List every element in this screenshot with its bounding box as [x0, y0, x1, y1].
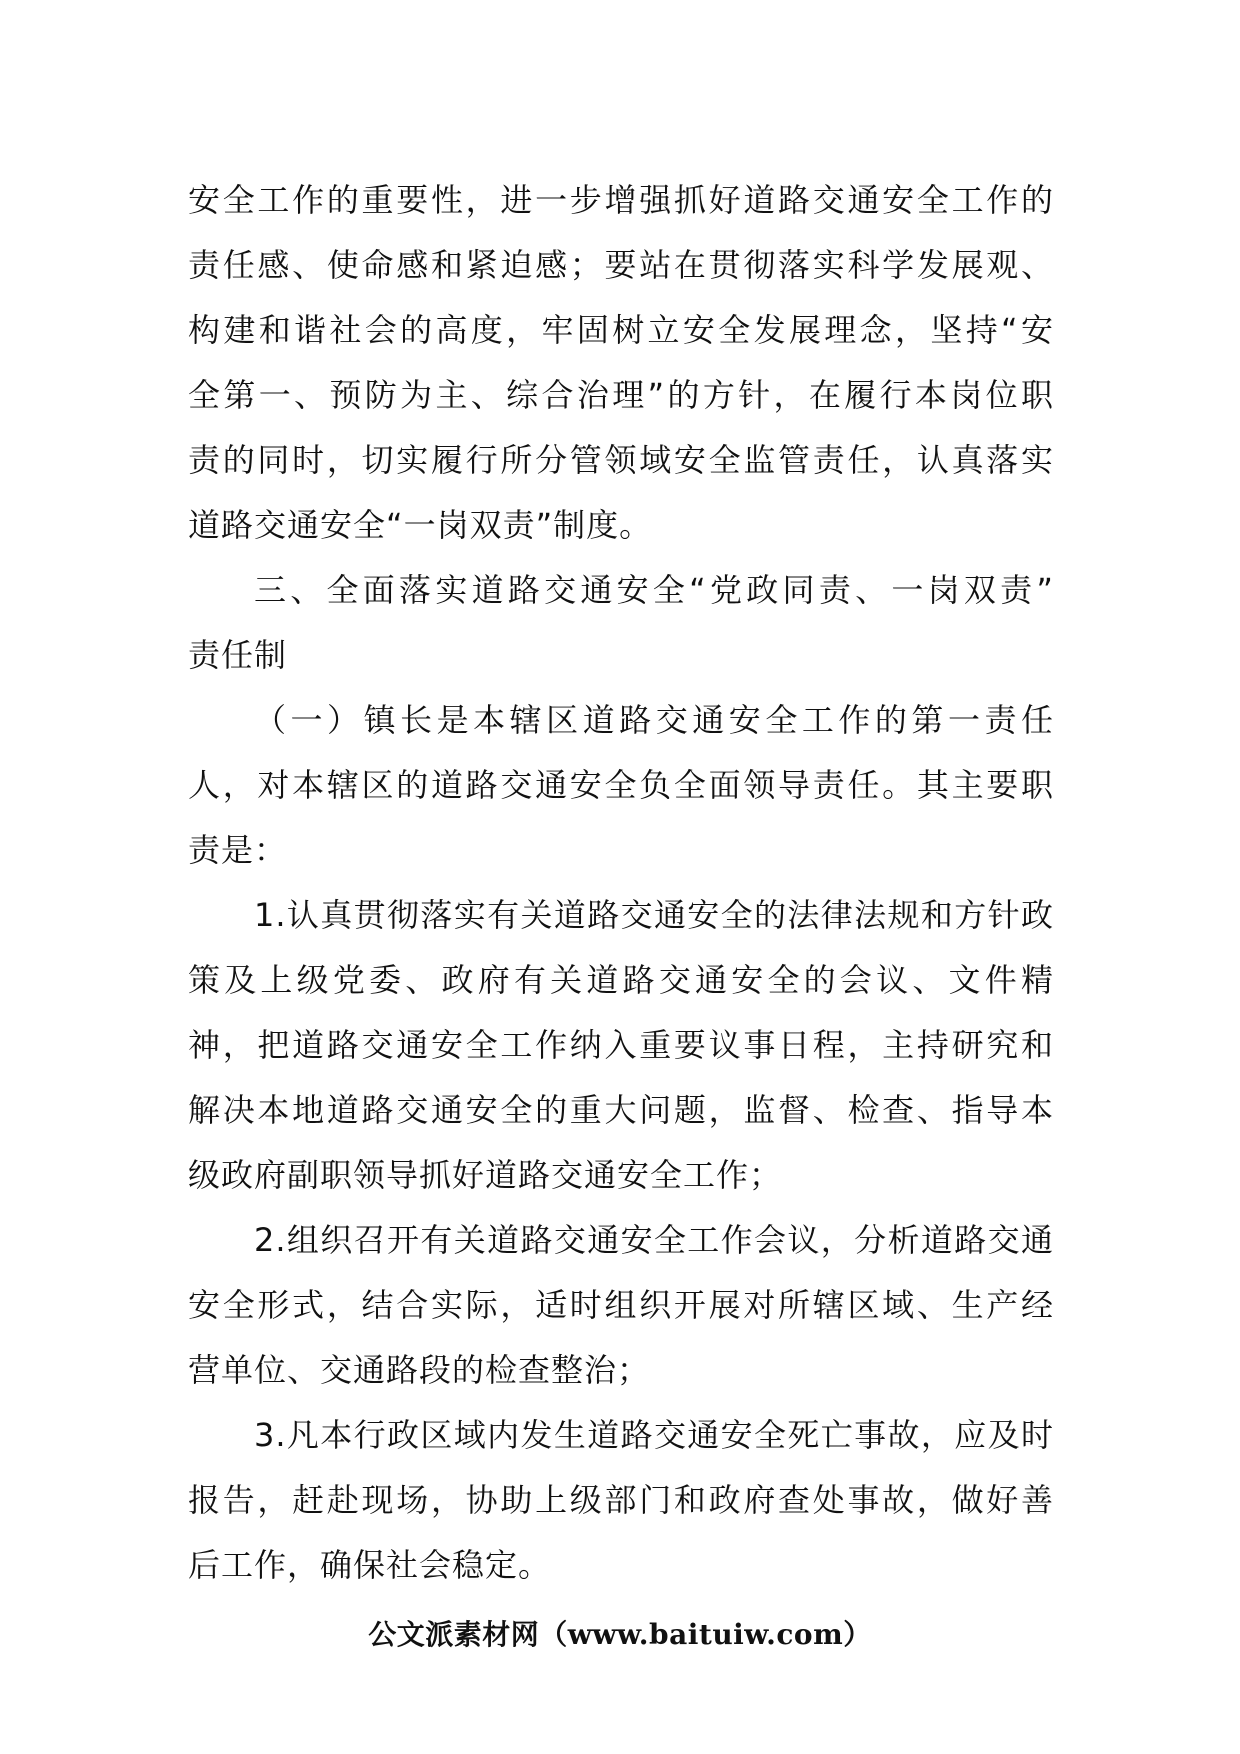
document-body: [188, 168, 1054, 1598]
document-line: 报告，赶赴现场，协助上级部门和政府查处事故，做好善: [188, 1481, 1054, 1519]
document-line: 策及上级党委、政府有关道路交通安全的会议、文件精: [188, 961, 1054, 999]
document-line: 后工作，确保社会稳定。: [188, 1546, 552, 1584]
document-line: 人，对本辖区的道路交通安全负全面领导责任。其主要职: [188, 766, 1054, 804]
document-line: （一）镇长是本辖区道路交通安全工作的第一责任: [254, 701, 1054, 739]
document-line: 安全形式，结合实际，适时组织开展对所辖区域、生产经: [188, 1286, 1054, 1324]
document-line: 构建和谐社会的高度，牢固树立安全发展理念，坚持“安: [188, 311, 1054, 349]
document-line: 责是：: [188, 831, 288, 869]
document-line: 1.认真贯彻落实有关道路交通安全的法律法规和方针政: [254, 896, 1054, 934]
document-line: 2.组织召开有关道路交通安全工作会议，分析道路交通: [254, 1221, 1054, 1259]
document-line: 道路交通安全“一岗双责”制度。: [188, 506, 653, 544]
document-line: 三、全面落实道路交通安全“党政同责、一岗双责”: [254, 571, 1054, 609]
document-line: 3.凡本行政区域内发生道路交通安全死亡事故，应及时: [254, 1416, 1054, 1454]
document-line: 级政府副职领导抓好道路交通安全工作；: [188, 1156, 783, 1194]
document-line: 全第一、预防为主、综合治理”的方针，在履行本岗位职: [188, 376, 1054, 414]
document-line: 解决本地道路交通安全的重大问题，监督、检查、指导本: [188, 1091, 1054, 1129]
document-line: 神，把道路交通安全工作纳入重要议事日程，主持研究和: [188, 1026, 1054, 1064]
document-line: 营单位、交通路段的检查整治；: [188, 1351, 651, 1389]
document-line: 责任制: [188, 636, 288, 674]
document-line: 责的同时，切实履行所分管领域安全监管责任，认真落实: [188, 441, 1054, 479]
footer-watermark: 公文派素材网（www.baituiw.com）: [368, 1618, 872, 1651]
document-line: 安全工作的重要性，进一步增强抓好道路交通安全工作的: [188, 181, 1054, 219]
document-line: 责任感、使命感和紧迫感；要站在贯彻落实科学发展观、: [188, 246, 1054, 284]
